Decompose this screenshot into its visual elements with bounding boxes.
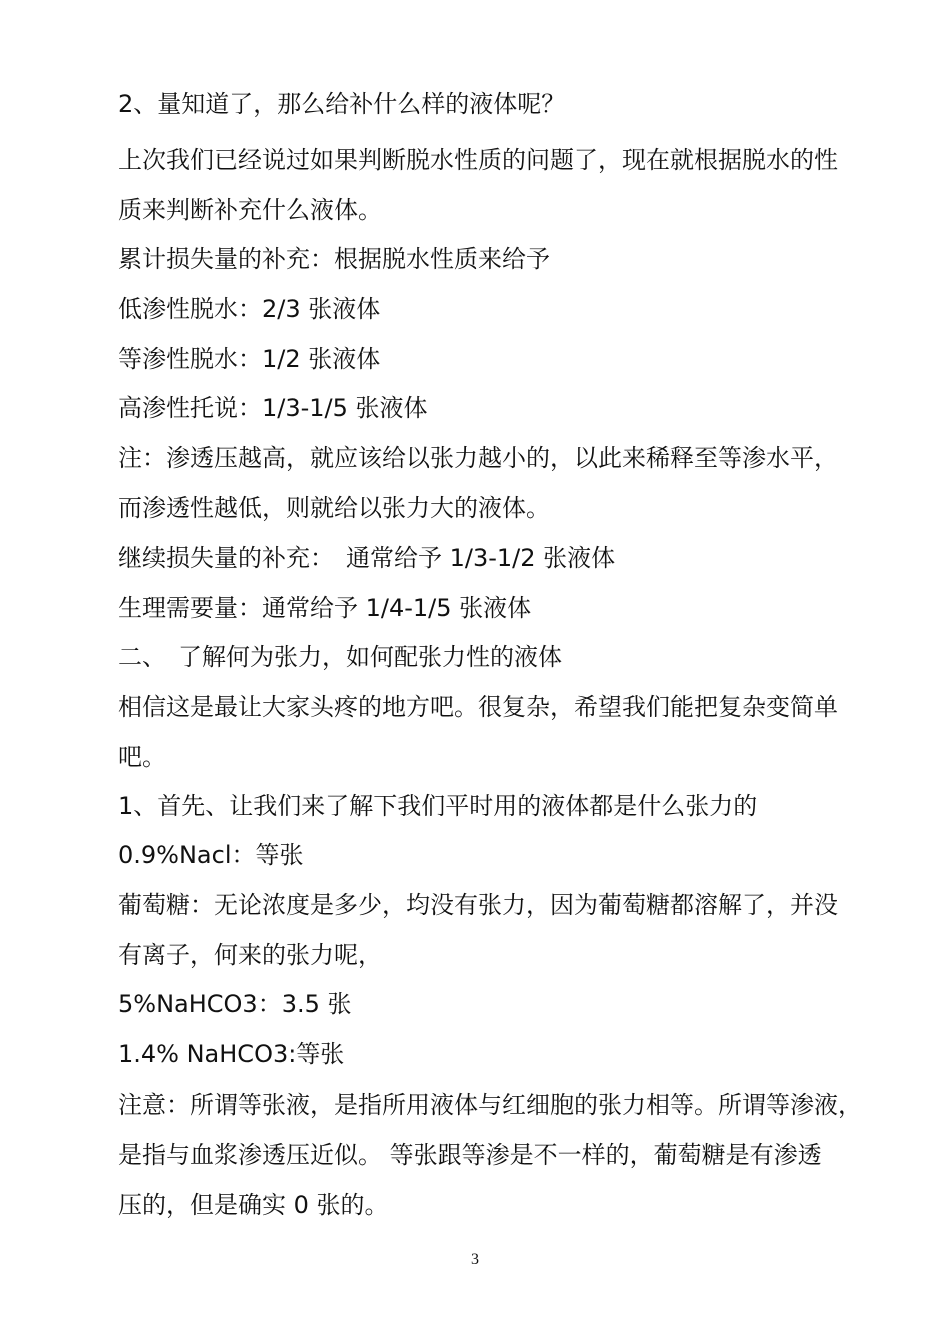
- text-line: 上次我们已经说过如果判断脱水性质的问题了，现在就根据脱水的性: [118, 146, 838, 174]
- text-line: 生理需要量：通常给予 1/4-1/5 张液体: [118, 594, 532, 622]
- text-line: 高渗性托说：1/3-1/5 张液体: [118, 394, 428, 422]
- text-line: 注意：所谓等张液，是指所用液体与红细胞的张力相等。所谓等渗液，: [118, 1091, 862, 1119]
- page-number: 3: [471, 1251, 479, 1268]
- section-heading: 二、 了解何为张力，如何配张力性的液体: [118, 643, 562, 671]
- text-line: 低渗性脱水：2/3 张液体: [118, 295, 381, 323]
- text-line: 吧。: [118, 743, 166, 771]
- text-line: 0.9%Nacl：等张: [118, 841, 304, 869]
- text-line: 注：渗透压越高，就应该给以张力越小的，以此来稀释至等渗水平，: [118, 444, 838, 472]
- text-line: 压的，但是确实 0 张的。: [118, 1191, 389, 1219]
- text-line: 是指与血浆渗透压近似。 等张跟等渗是不一样的，葡萄糖是有渗透: [118, 1141, 822, 1169]
- text-line: 质来判断补充什么液体。: [118, 196, 382, 224]
- text-line: 有离子，何来的张力呢，: [118, 941, 382, 969]
- text-line: 1、首先、让我们来了解下我们平时用的液体都是什么张力的: [118, 792, 758, 820]
- text-line: 5%NaHCO3：3.5 张: [118, 990, 352, 1018]
- text-line: 1.4% NaHCO3:等张: [118, 1040, 345, 1068]
- text-line: 等渗性脱水：1/2 张液体: [118, 345, 381, 373]
- text-line: 累计损失量的补充：根据脱水性质来给予: [118, 245, 550, 273]
- text-line: 继续损失量的补充： 通常给予 1/3-1/2 张液体: [118, 544, 616, 572]
- text-line: 而渗透性越低，则就给以张力大的液体。: [118, 494, 550, 522]
- text-line: 2、量知道了，那么给补什么样的液体呢？: [118, 90, 566, 118]
- text-line: 葡萄糖：无论浓度是多少，均没有张力，因为葡萄糖都溶解了，并没: [118, 891, 838, 919]
- text-line: 相信这是最让大家头疼的地方吧。很复杂，希望我们能把复杂变简单: [118, 693, 838, 721]
